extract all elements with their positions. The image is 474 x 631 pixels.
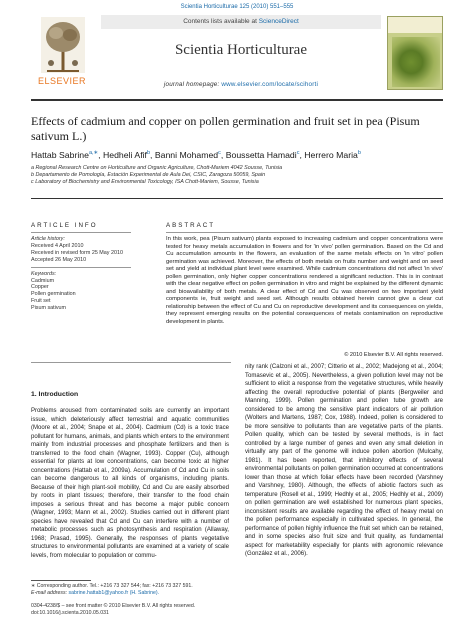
journal-title: Scientia Horticulturae <box>174 42 308 58</box>
journal-masthead <box>31 13 443 93</box>
issn-doi-block <box>31 603 251 617</box>
history-item: Received 4 April 2010 <box>31 242 84 249</box>
header-divider <box>31 198 443 199</box>
sciencedirect-link[interactable]: ScienceDirect <box>258 18 299 25</box>
journal-homepage-line <box>101 81 381 88</box>
article-title: Effects of cadmium and copper on pollen germination and fruit set in pea (Pisum sativum L.) <box>31 114 420 143</box>
cover-title-band <box>388 17 442 33</box>
abstract-copyright: © 2010 Elsevier B.V. All rights reserved. <box>344 352 443 358</box>
author-name[interactable]: Hattab Sabrine <box>31 150 89 160</box>
abstract-heading-rule <box>166 232 443 233</box>
history-item: Received in revised form 25 May 2010 <box>31 249 123 256</box>
masthead-divider <box>31 99 443 101</box>
email-link[interactable]: sabrine.hattab1@yahoo.fr (H. Sabrine). <box>68 589 160 596</box>
masthead-center <box>101 13 381 93</box>
contents-availability-line <box>101 15 381 29</box>
affiliation-line: c Laboratory of Biochemistry and Environmental Toxicology, ISA Chott-Mariem, Sousse, Tunisia <box>31 179 259 185</box>
history-item: Accepted 26 May 2010 <box>31 256 87 263</box>
author-marks: b <box>357 150 361 157</box>
keywords-label: Keywords: <box>31 270 57 277</box>
publisher-wordmark: ELSEVIER <box>37 76 87 86</box>
history-label: Article history: <box>31 236 65 242</box>
body-column-right: nity rank (Calzoni et al., 2007; Citterio et al., 2002; Madejong et al., 2004; Tomasevic et al., 2005). Nevertheless, a given pollution level may not be sufficient to elicit a response from the vegetative structures, while heavily affecting the overall reproductive potential of plants (Bergweiler and Manning, 1999). Pollen germination and pollen tube growth are considered to be among the sensitive plant indicators of air pollution (Wolters and Martens, 1987; Cox, 1988). Indeed, pollen is considered to be more sensitive to pollutants than are vegetative parts of the plants. Pollen quality, which can be tested by several methods, is in fact controlled by a large number of genes and even any small deletion in virtually any part of the genome will induce pollen abortion (Mulcahy, 1981). It has been reported, that inhibitory effects of several environmental pollutants on pollen germination occurred at concentrations lower than those at which foliar effects have been recorded (Varshney and Varshney, 1980). Although, the effects of abiotic factors such as temperature (Rosell et al., 1999; Hedhly et al., 2005; Hedhly et al., 2009) on pollen germination are well established for numerous plant species, inconsistent results are available regarding the effect of heavy metal on the pollen performance especially in cultivated species. In general, the performance of pollen highly influence the fruit set which can be retained, and in some species also fruit size and fruit quality, as fundamental aspect for marketability especially for plants with agronomic relevance (González et al., 2006). <box>245 364 443 557</box>
corresponding-author-footnote <box>31 583 231 597</box>
author-marks: b <box>146 150 151 157</box>
author-marks: c <box>218 150 221 157</box>
abstract-body: In this work, pea (Pisum sativum) plants exposed to increasing cadmium and copper concentrations were tested for heavy metals accumulation in flowers and for 'in vivo' pollen germination. Based on the Cd and Cu accumulation amounts in the flowers, an evaluation of the same metals effects on 'in vitro' pollen germination was achieved. Moreover, the effects of both metals on fruits number and weight and on seed set and yield at individual plant level were examined. While cadmium concentrations did not affect 'in vivo' pollen germination, only higher copper concentrations rendered a significant reduction. This is in contrast with the clear negative effect on pollen germination in vitro and might be explained by the different dynamic and bioavailability of both metals. A clear effect of Cd and Cu was observed on two important yield components ie, fruit weight and seed set. Although results obtained herein cannot give a clear cut relationship between the effect of Cu and Cu on reproductive development and its consequences on yields, they represent emerging results on the potential consequences of metals contamination on reproductive development in plants. <box>166 236 443 325</box>
author-list: Hattab Sabrine$^{a,∗}$, Hedheli Afif$^b$, Banni Mohamed$^c$, Boussetta Hamadi$^c$, Herrero Maria$^b$ <box>31 150 361 160</box>
keyword: Copper <box>31 284 49 291</box>
body-divider <box>31 362 231 363</box>
author-name[interactable]: Herrero Maria <box>304 150 358 160</box>
journal-citation: Scientia Horticulturae 125 (2010) 551–555 <box>180 4 294 10</box>
author-name[interactable]: Banni Mohamed <box>154 150 219 160</box>
footnote-email-line <box>31 590 231 597</box>
keyword: Fruit set <box>31 298 51 305</box>
info-heading-rule <box>31 232 131 233</box>
abstract-heading: ABSTRACT <box>166 222 216 229</box>
publisher-logo <box>31 15 93 91</box>
author-name[interactable]: Hedheli Afif <box>103 150 147 160</box>
footnote-contact: ∗ Corresponding author. Tel.: +216 73 327 544; fax: +216 73 327 591. <box>31 583 193 589</box>
journal-cover-image <box>387 16 443 90</box>
keyword: Pollen germination <box>31 291 76 298</box>
footnote-divider <box>31 580 91 581</box>
doi-line[interactable]: doi:10.1016/j.scienta.2010.05.031 <box>31 609 109 616</box>
article-info-heading: ARTICLE INFO <box>31 222 98 229</box>
cover-photo <box>392 37 440 87</box>
homepage-link[interactable]: www.elsevier.com/locate/scihorti <box>221 81 319 88</box>
author-marks: c <box>296 150 300 157</box>
email-label: E-mail address: <box>31 589 69 596</box>
elsevier-tree-icon <box>41 17 85 73</box>
keyword: Cadmium <box>31 277 55 284</box>
affiliation-line: b Departamento de Pomología, Estación Experimental de Aula Dei, CSIC, Zaragoza 50059, Spain <box>31 172 266 178</box>
keyword: Pisum sativum <box>31 305 67 312</box>
article-info-panel <box>31 236 131 312</box>
issn-line: 0304-4238/$ – see front matter © 2010 Elsevier B.V. All rights reserved. <box>31 603 196 609</box>
info-divider <box>31 267 131 268</box>
introduction-heading: 1. Introduction <box>31 391 79 398</box>
affiliations <box>31 165 443 186</box>
affiliation-line: a Regional Research Centre on Horticulture and Organic Agriculture, Chott-Mariem 4042 Sousse, Tunisia <box>31 165 283 171</box>
author-name[interactable]: Boussetta Hamadi <box>225 150 297 160</box>
homepage-prefix: journal homepage: <box>163 81 222 88</box>
author-marks: a,∗ <box>88 150 99 157</box>
contents-prefix: Contents lists available at <box>183 18 259 25</box>
body-column-left: Problems aroused from contaminated soils are currently an important issue, which deleteriously affect terrestrial and aquatic communities (Moore et al., 2004; Snape et al., 2004). Cadmium (Cd) is a toxic trace pollutant for humans, animals, and plants which enters to the environment mainly from industrial processes and phosphate fertilizers and then is transferred to the food chain (Wagner, 1993). Copper (Cu), although essential for plants at low concentrations, can become toxic at higher concentrations (Hattab et al., 2009a). Accumulation of Cd and Cu in soils can become dangerous to all kinds of organisms, including plants. Because of their high plant-soil mobility, Cd and Cu are easily absorbed by roots in plant tissues; therefore, their transfer to the food chain imposes a serious threat and has become a major public concern (Wagner, 1993; Mann et al., 2002). Studies carried out in different plant species have revealed that Cd and Cu can interfere with a number of metabolic processes such as photosynthesis and respiration (Allaway, 1968; Prasad, 1995). Generally, the responses of plants vegetative structures to environmental pollutants are examined at a variety of scale levels, from molecular to population or commu- <box>31 408 229 559</box>
